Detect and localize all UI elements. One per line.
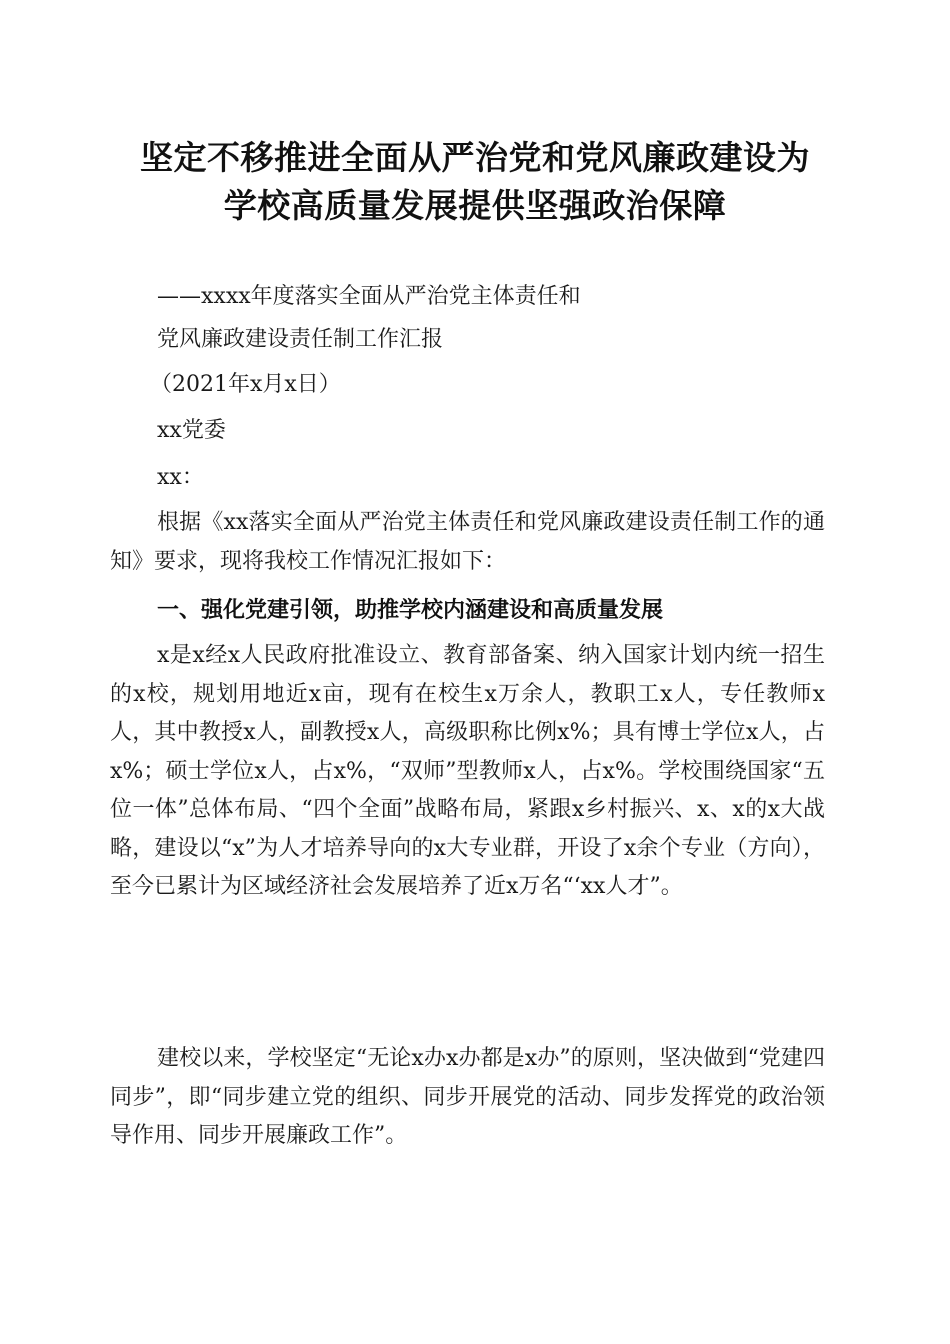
intro-paragraph: 根据《xx落实全面从严治党主体责任和党风廉政建设责任制工作的通知》要求，现将我校工作情况汇报如下： — [110, 510, 825, 574]
report-date: （2021年x月x日） — [150, 372, 341, 397]
document-title-line-1: 坚定不移推进全面从严治党和党风廉政建设为 — [140, 138, 810, 177]
document-title-line-2: 学校高质量发展提供坚强政治保障 — [223, 186, 727, 225]
section-1-paragraph-1: x是x经x人民政府批准设立、教育部备案、纳入国家计划内统一招生的x校，规划用地近x亩，现有在校生x万余人，教职工x人，专任教师x人，其中教授x人，副教授x人，高级职称比例x%；具有博士学位x人，占x%；硕士学位x人，占x%，“双师”型教师x人，占x%。学校围绕国家“五位一体”总体布局、“四个全面”战略布局，紧跟x乡村振兴、x、x的x大战略，建设以“x”为人才培养导向的x大专业群，开设了x余个专业（方向），至今已累计为区域经济社会发展培养了近x万名“‘xx人才”。 — [110, 643, 825, 899]
report-author: xx党委 — [157, 418, 226, 443]
section-1-paragraph-2: 建校以来，学校坚定“无论x办x办都是x办”的原则，坚决做到“党建四同步”，即“同步建立党的组织、同步开展党的活动、同步发挥党的政治领导作用、同步开展廉政工作”。 — [110, 1046, 825, 1148]
section-1-heading: 一、强化党建引领，助推学校内涵建设和高质量发展 — [157, 598, 664, 623]
subtitle-line-2: 党风廉政建设责任制工作汇报 — [157, 327, 444, 352]
subtitle-line-1: ——xxxx年度落实全面从严治党主体责任和 — [157, 284, 581, 309]
salutation: xx： — [157, 465, 204, 490]
